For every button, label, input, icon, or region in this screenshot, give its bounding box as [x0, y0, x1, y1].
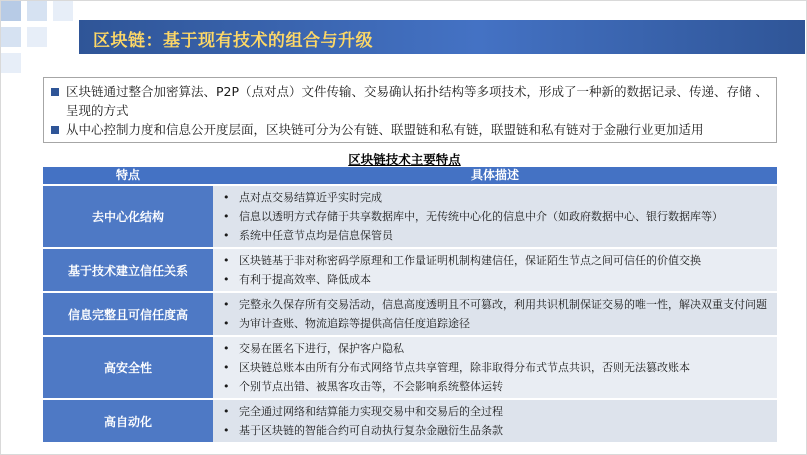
- square-bullet-icon: [51, 126, 59, 134]
- list-item: • 交易在匿名下进行，保护客户隐私: [219, 339, 771, 358]
- list-item: • 区块链基于非对称密码学原理和工作量证明机制构建信任，保证陌生节点之间可信任的价值交换: [219, 251, 771, 270]
- table-caption: 区块链技术主要特点: [348, 152, 461, 167]
- summary-item: [50, 82, 770, 120]
- list-item: • 区块链总账本由所有分布式网络节点共享管理，除非取得分布式节点共识，否则无法篡改账本: [219, 358, 771, 377]
- list-item: • 完全通过网络和结算能力实现交易中和交易后的全过程: [219, 402, 771, 421]
- bullet-dot-icon: •: [223, 191, 230, 204]
- table-row: [43, 398, 777, 442]
- description-cell: [213, 337, 777, 398]
- list-item: • 基于区块链的智能合约可自动执行复杂金融衍生品条款: [219, 421, 771, 440]
- list-item: • 个别节点出错、被黑客攻击等，不会影响系统整体运转: [219, 377, 771, 396]
- list-item: • 点对点交易结算近乎实时完成: [219, 188, 771, 207]
- feature-cell: 基于技术建立信任关系: [43, 249, 213, 291]
- list-item: • 信息以透明方式存储于共享数据库中，无传统中心化的信息中介（如政府数据中心、银行数据库等）: [219, 207, 771, 226]
- feature-cell: 信息完整且可信任度高: [43, 293, 213, 335]
- decor-square: [27, 1, 47, 21]
- header-feature: 特点: [115, 168, 140, 182]
- feature-cell: 高自动化: [43, 400, 213, 442]
- list-item: • 为审计查账、物流追踪等提供高信任度追踪途径: [219, 314, 771, 333]
- table-row: [43, 247, 777, 291]
- bullet-dot-icon: •: [223, 405, 230, 418]
- bullet-dot-icon: •: [223, 273, 230, 286]
- description-cell: [213, 186, 777, 247]
- bullet-dot-icon: •: [223, 342, 230, 355]
- page-title: 区块链：基于现有技术的组合与升级: [93, 31, 373, 51]
- decor-square: [27, 27, 47, 47]
- table-row: [43, 184, 777, 247]
- title-bar: [79, 20, 805, 54]
- header-description: 具体描述: [470, 168, 519, 182]
- list-item: • 系统中任意节点均是信息保管员: [219, 226, 771, 245]
- bullet-dot-icon: •: [223, 380, 230, 393]
- description-cell: [213, 293, 777, 335]
- list-item: • 有利于提高效率、降低成本: [219, 270, 771, 289]
- decor-square: [1, 53, 21, 73]
- bullet-dot-icon: •: [223, 361, 230, 374]
- bullet-dot-icon: •: [223, 229, 230, 242]
- summary-item: [50, 120, 770, 139]
- bullet-dot-icon: •: [223, 210, 230, 223]
- summary-text: 从中心控制力度和信息公开度层面，区块链可分为公有链、联盟链和私有链，联盟链和私有链对于金融行业更加适用: [66, 122, 704, 137]
- decor-square: [1, 1, 21, 21]
- decor-square: [1, 27, 21, 47]
- feature-cell: 去中心化结构: [43, 186, 213, 247]
- table-row: [43, 335, 777, 398]
- table-header: [43, 167, 777, 184]
- summary-box: [43, 77, 777, 143]
- bullet-dot-icon: •: [223, 317, 230, 330]
- description-cell: [213, 400, 777, 442]
- bullet-dot-icon: •: [223, 298, 230, 311]
- list-item: • 完整永久保存所有交易活动，信息高度透明且不可篡改，利用共识机制保证交易的唯一性，解决双重支付问题: [219, 295, 771, 314]
- features-table: [43, 167, 777, 442]
- table-row: [43, 291, 777, 335]
- feature-cell: 高安全性: [43, 337, 213, 398]
- description-cell: [213, 249, 777, 291]
- decor-square: [53, 1, 73, 21]
- summary-text: 区块链通过整合加密算法、P2P（点对点）文件传输、交易确认拓扑结构等多项技术，形成了一种新的数据记录、传递、存储 、呈现的方式: [66, 84, 769, 118]
- bullet-dot-icon: •: [223, 254, 230, 267]
- bullet-dot-icon: •: [223, 424, 230, 437]
- square-bullet-icon: [51, 88, 59, 96]
